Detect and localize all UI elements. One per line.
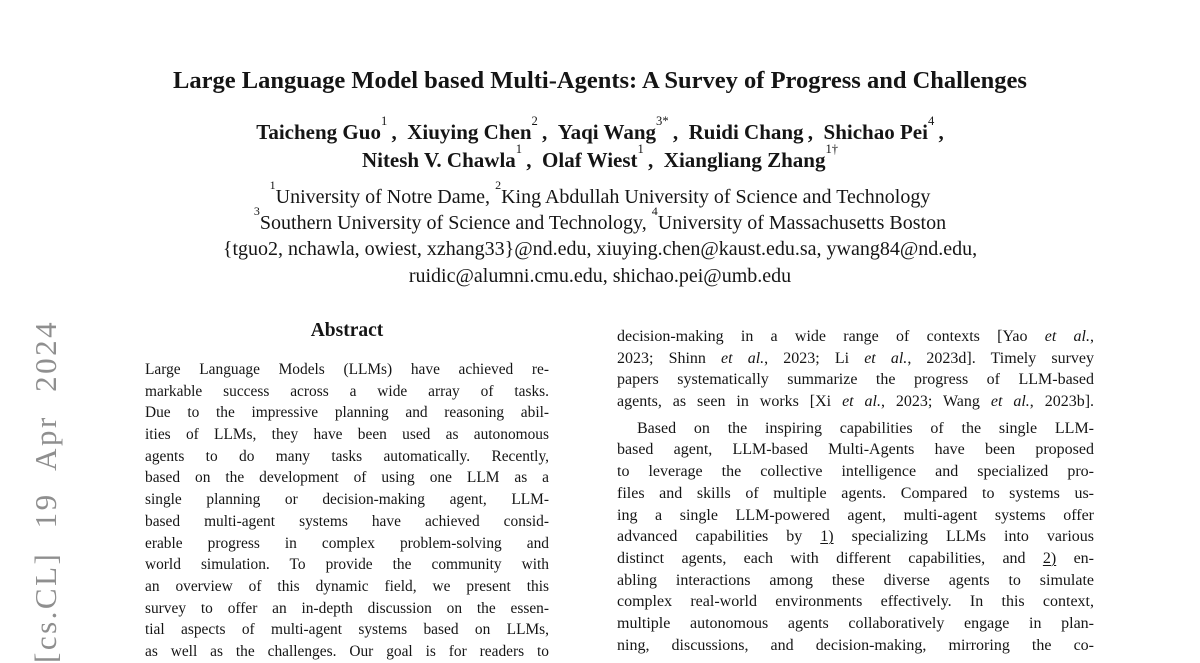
italic-text: et al. (864, 349, 908, 367)
text-line: abling interactions among these diverse agents to simulate (617, 571, 1094, 589)
author: Shichao Pei (823, 120, 928, 144)
affiliation-superscript: 2 (495, 178, 502, 193)
italic-text: et al. (990, 393, 1030, 411)
text-line: an overview of this dynamic field, we present this (145, 577, 549, 595)
underlined-text: 1) (820, 528, 834, 546)
underlined-text: 2) (1042, 549, 1057, 567)
affiliation-name: University of Notre Dame, (275, 186, 496, 208)
text-line: ities of LLMs, they have been used as autonomous (145, 426, 549, 444)
left-column (145, 320, 549, 663)
author-superscript: 4 (927, 113, 935, 128)
paper-title: Large Language Model based Multi-Agents: A Survey of Progress and Challenges (173, 67, 1027, 94)
author: Olaf Wiest (542, 148, 638, 172)
text-line: tial aspects of multi-agent systems based on LLMs, (145, 621, 549, 639)
affiliation-superscript: 4 (651, 204, 658, 219)
text-line: world simulation. To provide the community with (145, 556, 549, 574)
paragraph (617, 418, 1094, 657)
text-line: decision-making in a wide range of contexts [Yao et al., (617, 328, 1094, 345)
text-line: as well as the challenges. Our goal is for readers to (145, 642, 549, 660)
author: Yaqi Wang (557, 120, 657, 144)
text-line: to leverage the collective intelligence and specialized pro- (617, 463, 1094, 481)
text-line: single planning or decision-making agent, LLM- (145, 491, 549, 509)
affiliation-name: Southern University of Science and Technology, (259, 212, 652, 234)
text-line: files and skills of multiple agents. Compared to systems us- (617, 484, 1094, 502)
affiliation-name: University of Massachusetts Boston (657, 212, 947, 234)
author: Xiangliang Zhang (663, 148, 826, 172)
abstract-body (145, 359, 549, 663)
text-line: ing a single LLM-powered agent, multi-agent systems offer (617, 506, 1094, 524)
text-line: Large Language Models (LLMs) have achieved re- (145, 361, 549, 378)
text-line: papers systematically summarize the progress of LLM-based (617, 371, 1094, 389)
text-line: based agent, LLM-based Multi-Agents have been proposed (617, 441, 1094, 459)
author: Taicheng Guo (256, 120, 381, 144)
text-line: 2023; Shinn et al., 2023; Li et al., 2023d]. Timely survey (617, 349, 1095, 367)
author-superscript: 1 (515, 141, 523, 156)
text-line: distinct agents, each with different capabilities, and 2) en- (617, 549, 1094, 567)
text-line: Due to the impressive planning and reasoning abil- (145, 404, 549, 422)
text-line: markable success across a wide array of tasks. (145, 382, 549, 400)
affiliation-line (0, 178, 1200, 210)
text-line: complex real-world environments effectively. In this context, (617, 593, 1094, 611)
italic-text: et al. (1044, 328, 1090, 345)
right-column (617, 326, 1094, 656)
text-line: erable progress in complex problem-solving and (145, 534, 549, 552)
author-superscript: 1† (825, 141, 839, 156)
text-line: multiple autonomous agents collaboratively engage in plan- (617, 614, 1094, 632)
paragraph (145, 359, 549, 663)
abstract-heading: Abstract (310, 320, 384, 341)
text-line: agents to do many tasks automatically. Recently, (145, 447, 549, 465)
affiliation-superscript: 1 (269, 178, 276, 193)
author-superscript: 1 (637, 141, 644, 156)
author-line: Nitesh V. Chawla$^1$ , Olaf Wiest$^1$ , Xiangliang Zhang$^{1\dagger}$ (361, 141, 839, 172)
text-line: agents, as seen in works [Xi et al., 2023; Wang et al., 2023b]. (617, 393, 1095, 411)
author-line: Taicheng Guo$^1$ , Xiuying Chen$^2$ , Yaqi Wang$^{3*}$ , Ruidi Chang , Shichao Pei$^4$ , (256, 113, 944, 144)
emails-block (0, 236, 1200, 289)
affiliations-block (0, 178, 1200, 236)
email-line: ruidic@alumni.cmu.edu, shichao.pei@umb.edu (408, 264, 792, 287)
author: Ruidi Chang (688, 120, 804, 144)
paragraph (617, 326, 1094, 413)
italic-text: et al. (721, 349, 765, 367)
author-superscript: 3* (656, 113, 669, 128)
text-line: survey to offer an in-depth discussion on the essen- (145, 599, 549, 617)
text-line: based multi-agent systems have achieved consid- (145, 512, 549, 530)
text-line: Based on the inspiring capabilities of the single LLM- (637, 419, 1094, 437)
email-line: {tguo2, nchawla, owiest, xzhang33}@nd.edu, xiuying.chen@kaust.edu.sa, ywang84@nd.edu, (222, 238, 978, 260)
author: Nitesh V. Chawla (361, 148, 516, 172)
affiliation-line (0, 204, 1200, 236)
text-line: ning, discussions, and decision-making, mirroring the co- (617, 636, 1094, 654)
author-superscript: 2 (531, 113, 538, 128)
text-line: advanced capabilities by 1) specializing LLMs into various (617, 528, 1094, 546)
author-superscript: 1 (380, 113, 388, 128)
affiliation-superscript: 3 (253, 204, 260, 219)
text-line: based on the development of using one LLM as a (145, 469, 549, 487)
authors-block (0, 113, 1200, 174)
author: Xiuying Chen (407, 120, 532, 144)
arxiv-watermark: [cs.CL] 19 Apr 2024 (28, 319, 63, 663)
affiliation-name: King Abdullah University of Science and Technology (501, 186, 931, 208)
italic-text: et al. (842, 393, 881, 411)
